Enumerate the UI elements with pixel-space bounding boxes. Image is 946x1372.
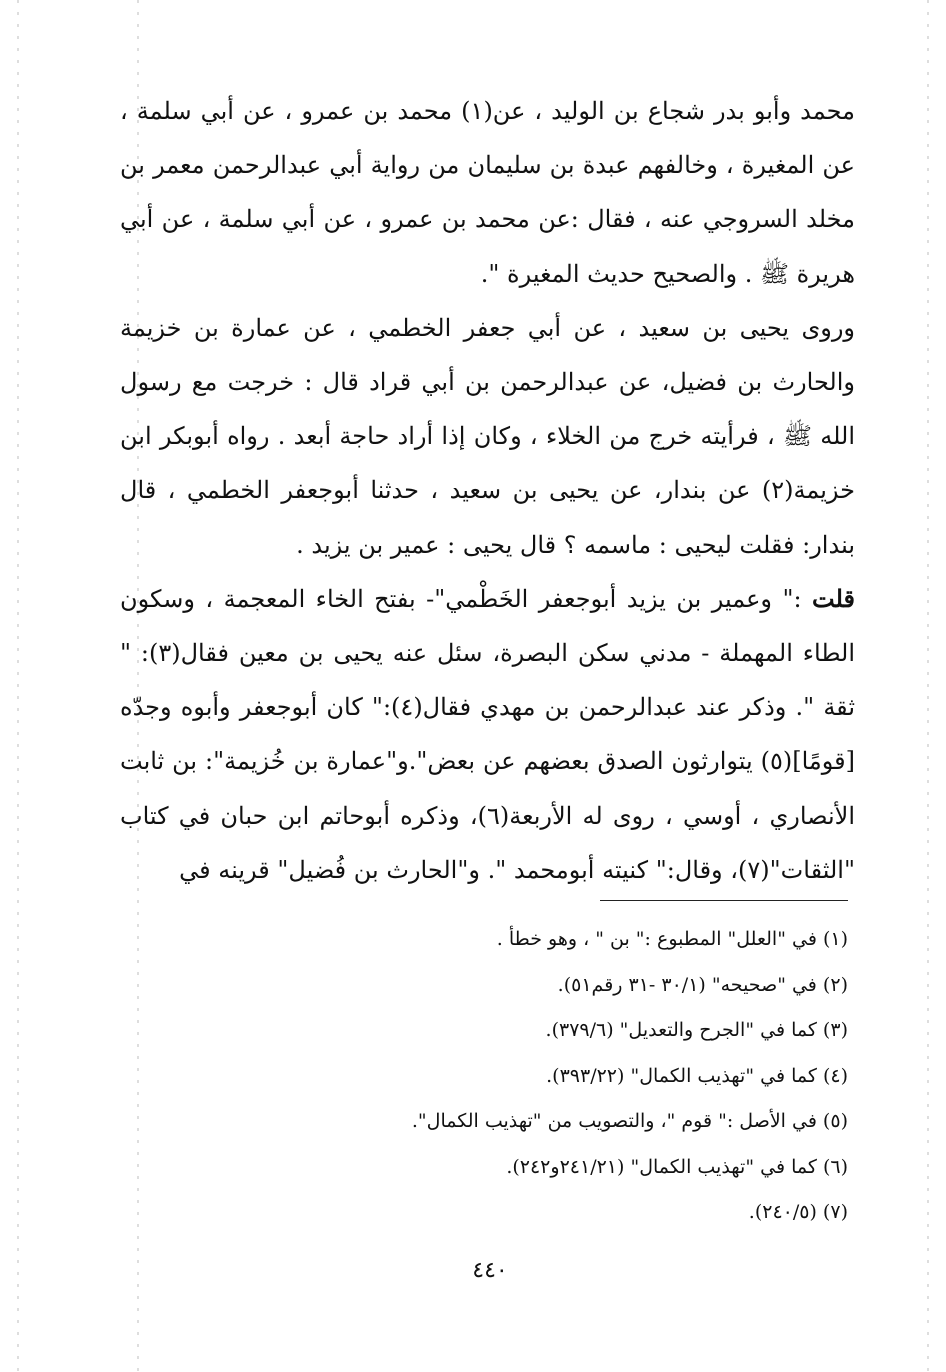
footnote-1: (١) في "العلل" المطبوع :" بن " ، وهو خطأ . — [496, 928, 848, 950]
paragraph-2-text: وروى يحيى بن سعيد ، عن أبي جعفر الخطمي ، عن عمارة بن خزيمة والحارث بن فضيل، عن عبدالرحمن بن أبي قراد قال : خرجت مع رسول الله ﷺ ، فرأيته خرج من الخلاء ، وكان إذا أراد حاجة أبعد . رواه أبوبكر ابن خزيمة(٢) عن بندار، عن يحيى بن سعيد ، حدثنا أبوجعفر الخطمي ، قال بندار: فقلت ليحيى : ماسمه ؟ قال يحيى : عمير بن يزيد . — [120, 313, 855, 559]
page-body — [120, 84, 855, 897]
paragraph-1-text: محمد وأبو بدر شجاع بن الوليد ، عن(١) محمد بن عمرو ، عن أبي سلمة ، عن المغيرة ، وخالفهم عبدة بن سليمان من رواية أبي عبدالرحمن معمر بن مخلد السروجي عنه ، فقال :عن محمد بن عمرو ، عن أبي سلمة ، عن أبي هريرة ﷺ . والصحيح حديث المغيرة ". — [120, 97, 856, 288]
footnotes — [300, 917, 848, 1236]
page-number: ٤٤٠ — [472, 1258, 508, 1283]
footnote-4: (٤) كما في "تهذيب الكمال" (٣٩٣/٢٢). — [546, 1064, 848, 1087]
footnote-3: (٣) كما في "الجرح والتعديل" (٣٧٩/٦). — [545, 1019, 848, 1041]
paragraph-1 — [120, 84, 855, 301]
footnote-5: (٥) في الأصل :" قوم "، والتصويب من "تهذيب الكمال". — [411, 1110, 848, 1132]
paragraph-3-text: :" وعمير بن يزيد أبوجعفر الخَطْمي"- بفتح الخاء المعجمة ، وسكون الطاء المهملة - مدني سكن البصرة، سئل عنه يحيى بن معين فقال(٣): " ثقة ". وذكر عند عبدالرحمن بن مهدي فقال(٤):" كان أبوجعفر وأبوه وجدّه [قومًا](٥) يتوارثون الصدق بعضهم عن بعض".و"عمارة بن خُزيمة": بن ثابت الأنصاري ، أوسي ، روى له الأربعة(٦)، وذكره أبوحاتم ابن حبان في كتاب "الثقات"(٧)، وقال:" كنيته أبومحمد ". و"الحارث بن فُضيل" قرينه في — [120, 584, 856, 884]
paragraph-3 — [120, 572, 855, 897]
footnote-6: (٦) كما في "تهذيب الكمال" (٢٤١/٢١و٢٤٢). — [506, 1155, 848, 1178]
footnote-separator — [600, 900, 848, 901]
footnote-7: (٧) (٢٤٠/٥). — [748, 1201, 848, 1223]
footnote-2: (٢) في "صحيحه" (٣٠/١ -٣١ رقم٥١). — [557, 973, 848, 996]
paragraph-3-lead: قلت — [812, 583, 855, 613]
paragraph-2 — [120, 301, 855, 572]
